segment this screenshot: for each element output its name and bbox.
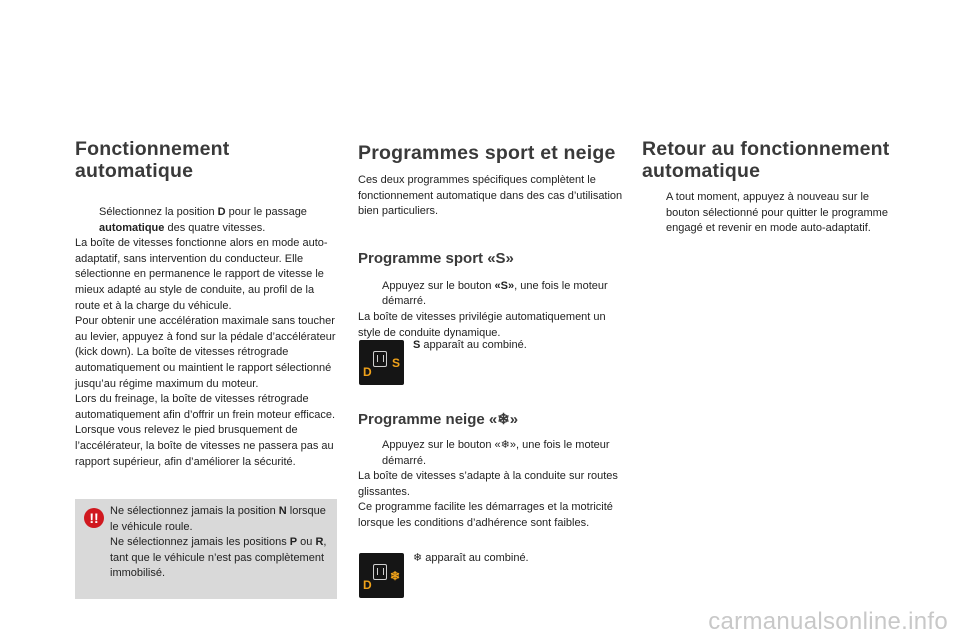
gear-n-label: N <box>278 505 287 517</box>
instruction-snow-button <box>358 438 624 469</box>
text: ou <box>297 536 316 549</box>
gear-r-label: R <box>315 536 324 549</box>
section-title-automatic: Fonctionnement automatique <box>75 138 230 182</box>
gear-d-indicator: D <box>363 365 372 379</box>
text: Sélectionnez la position <box>99 206 218 218</box>
text: Ne sélectionnez jamais la position <box>110 505 279 517</box>
snow-dashboard-indicator <box>359 553 404 598</box>
instruction-sport-button <box>358 279 624 310</box>
automatic-label: automatique <box>99 221 165 234</box>
warning-icon: !! <box>84 508 104 528</box>
section-title-programs: Programmes sport et neige <box>358 142 616 164</box>
sport-letter: S <box>413 339 421 351</box>
text: pour le passage <box>225 206 307 218</box>
section-return-automatic <box>642 138 892 237</box>
text: , une fois le moteur démarré. <box>382 279 608 308</box>
paragraph-lift-off: Lorsque vous relevez le pied brusquement de l’accélérateur, la boîte de vitesses ne passera pas au rapport supérieur, afin d’améliorer la sécurité. <box>75 424 334 468</box>
paragraph-kickdown: Pour obtenir une accélération maximale sans toucher au levier, appuyez à fond sur la pédale d’accélérateur (kick down). La boîte de vitesses rétrograde automatiquement ou maintient le rapport sélectionné jusqu’au régime maximum du moteur. <box>75 315 336 390</box>
instruction-select-d <box>75 205 337 236</box>
sport-title: Programme sport «S» <box>358 249 514 267</box>
instruction-return <box>642 190 892 237</box>
text: A tout moment, appuyez à nouveau sur le bouton sélectionné pour quitter le programme engagé et revenir en mode auto-adaptatif. <box>666 191 888 235</box>
sport-button-label: «S» <box>494 279 515 292</box>
gear-p-label: P <box>289 536 298 549</box>
text: Appuyez sur le bouton <box>382 279 495 292</box>
gearbox-icon <box>373 351 387 367</box>
warning-text <box>110 504 330 582</box>
paragraph-sport: La boîte de vitesses privilégie automatiquement un style de conduite dynamique. <box>358 310 606 339</box>
text: lorsque le véhicule roule. <box>110 505 326 533</box>
section-automatic <box>75 138 337 470</box>
paragraph-snow-adapt: La boîte de vitesses s’adapte à la conduite sur routes glissantes. <box>358 470 618 498</box>
paragraph-braking: Lors du freinage, la boîte de vitesses rétrograde automatiquement afin d’offrir un frein moteur efficace. <box>75 393 336 421</box>
paragraph-snow-traction: Ce programme facilite les démarrages et la motricité lorsque les conditions d’adhérence sont faibles. <box>358 501 613 529</box>
gear-d-label: D <box>217 206 226 218</box>
snow-combi-note: ❄ apparaît au combiné. <box>413 552 529 564</box>
section-snow <box>358 411 624 532</box>
gear-d-indicator: D <box>363 578 372 592</box>
section-programs <box>358 138 624 341</box>
sport-dashboard-indicator <box>359 340 404 385</box>
watermark: carmanualsonline.info <box>708 608 948 635</box>
snow-mode-indicator: ❄ <box>389 569 400 583</box>
section-title-return: Retour au fonctionnement automatique <box>642 138 890 182</box>
text: des quatre vitesses. <box>164 221 266 234</box>
text: apparaît au combiné. <box>420 339 527 351</box>
gearbox-icon <box>373 564 387 580</box>
text: Ne sélectionnez jamais les positions <box>110 536 290 549</box>
warning-box <box>75 499 337 599</box>
paragraph-auto-adaptive: La boîte de vitesses fonctionne alors en mode auto-adaptatif, sans intervention du conducteur. Elle sélectionne en permanence le rapport de vitesse le mieux adapté au style de conduite, au profil de la route et à la charge du véhicule. <box>75 237 328 312</box>
paragraph-programs-intro: Ces deux programmes spécifiques complètent le fonctionnement automatique dans des cas d’utilisation bien particuliers. <box>358 174 623 218</box>
text: Appuyez sur le bouton «❄», une fois le moteur démarré. <box>382 439 610 467</box>
sport-mode-indicator: S <box>391 356 400 370</box>
snow-title: Programme neige «❄» <box>358 411 519 428</box>
text: , tant que le véhicule n’est pas complètement immobilisé. <box>110 536 327 580</box>
sport-combi-note <box>413 338 527 354</box>
